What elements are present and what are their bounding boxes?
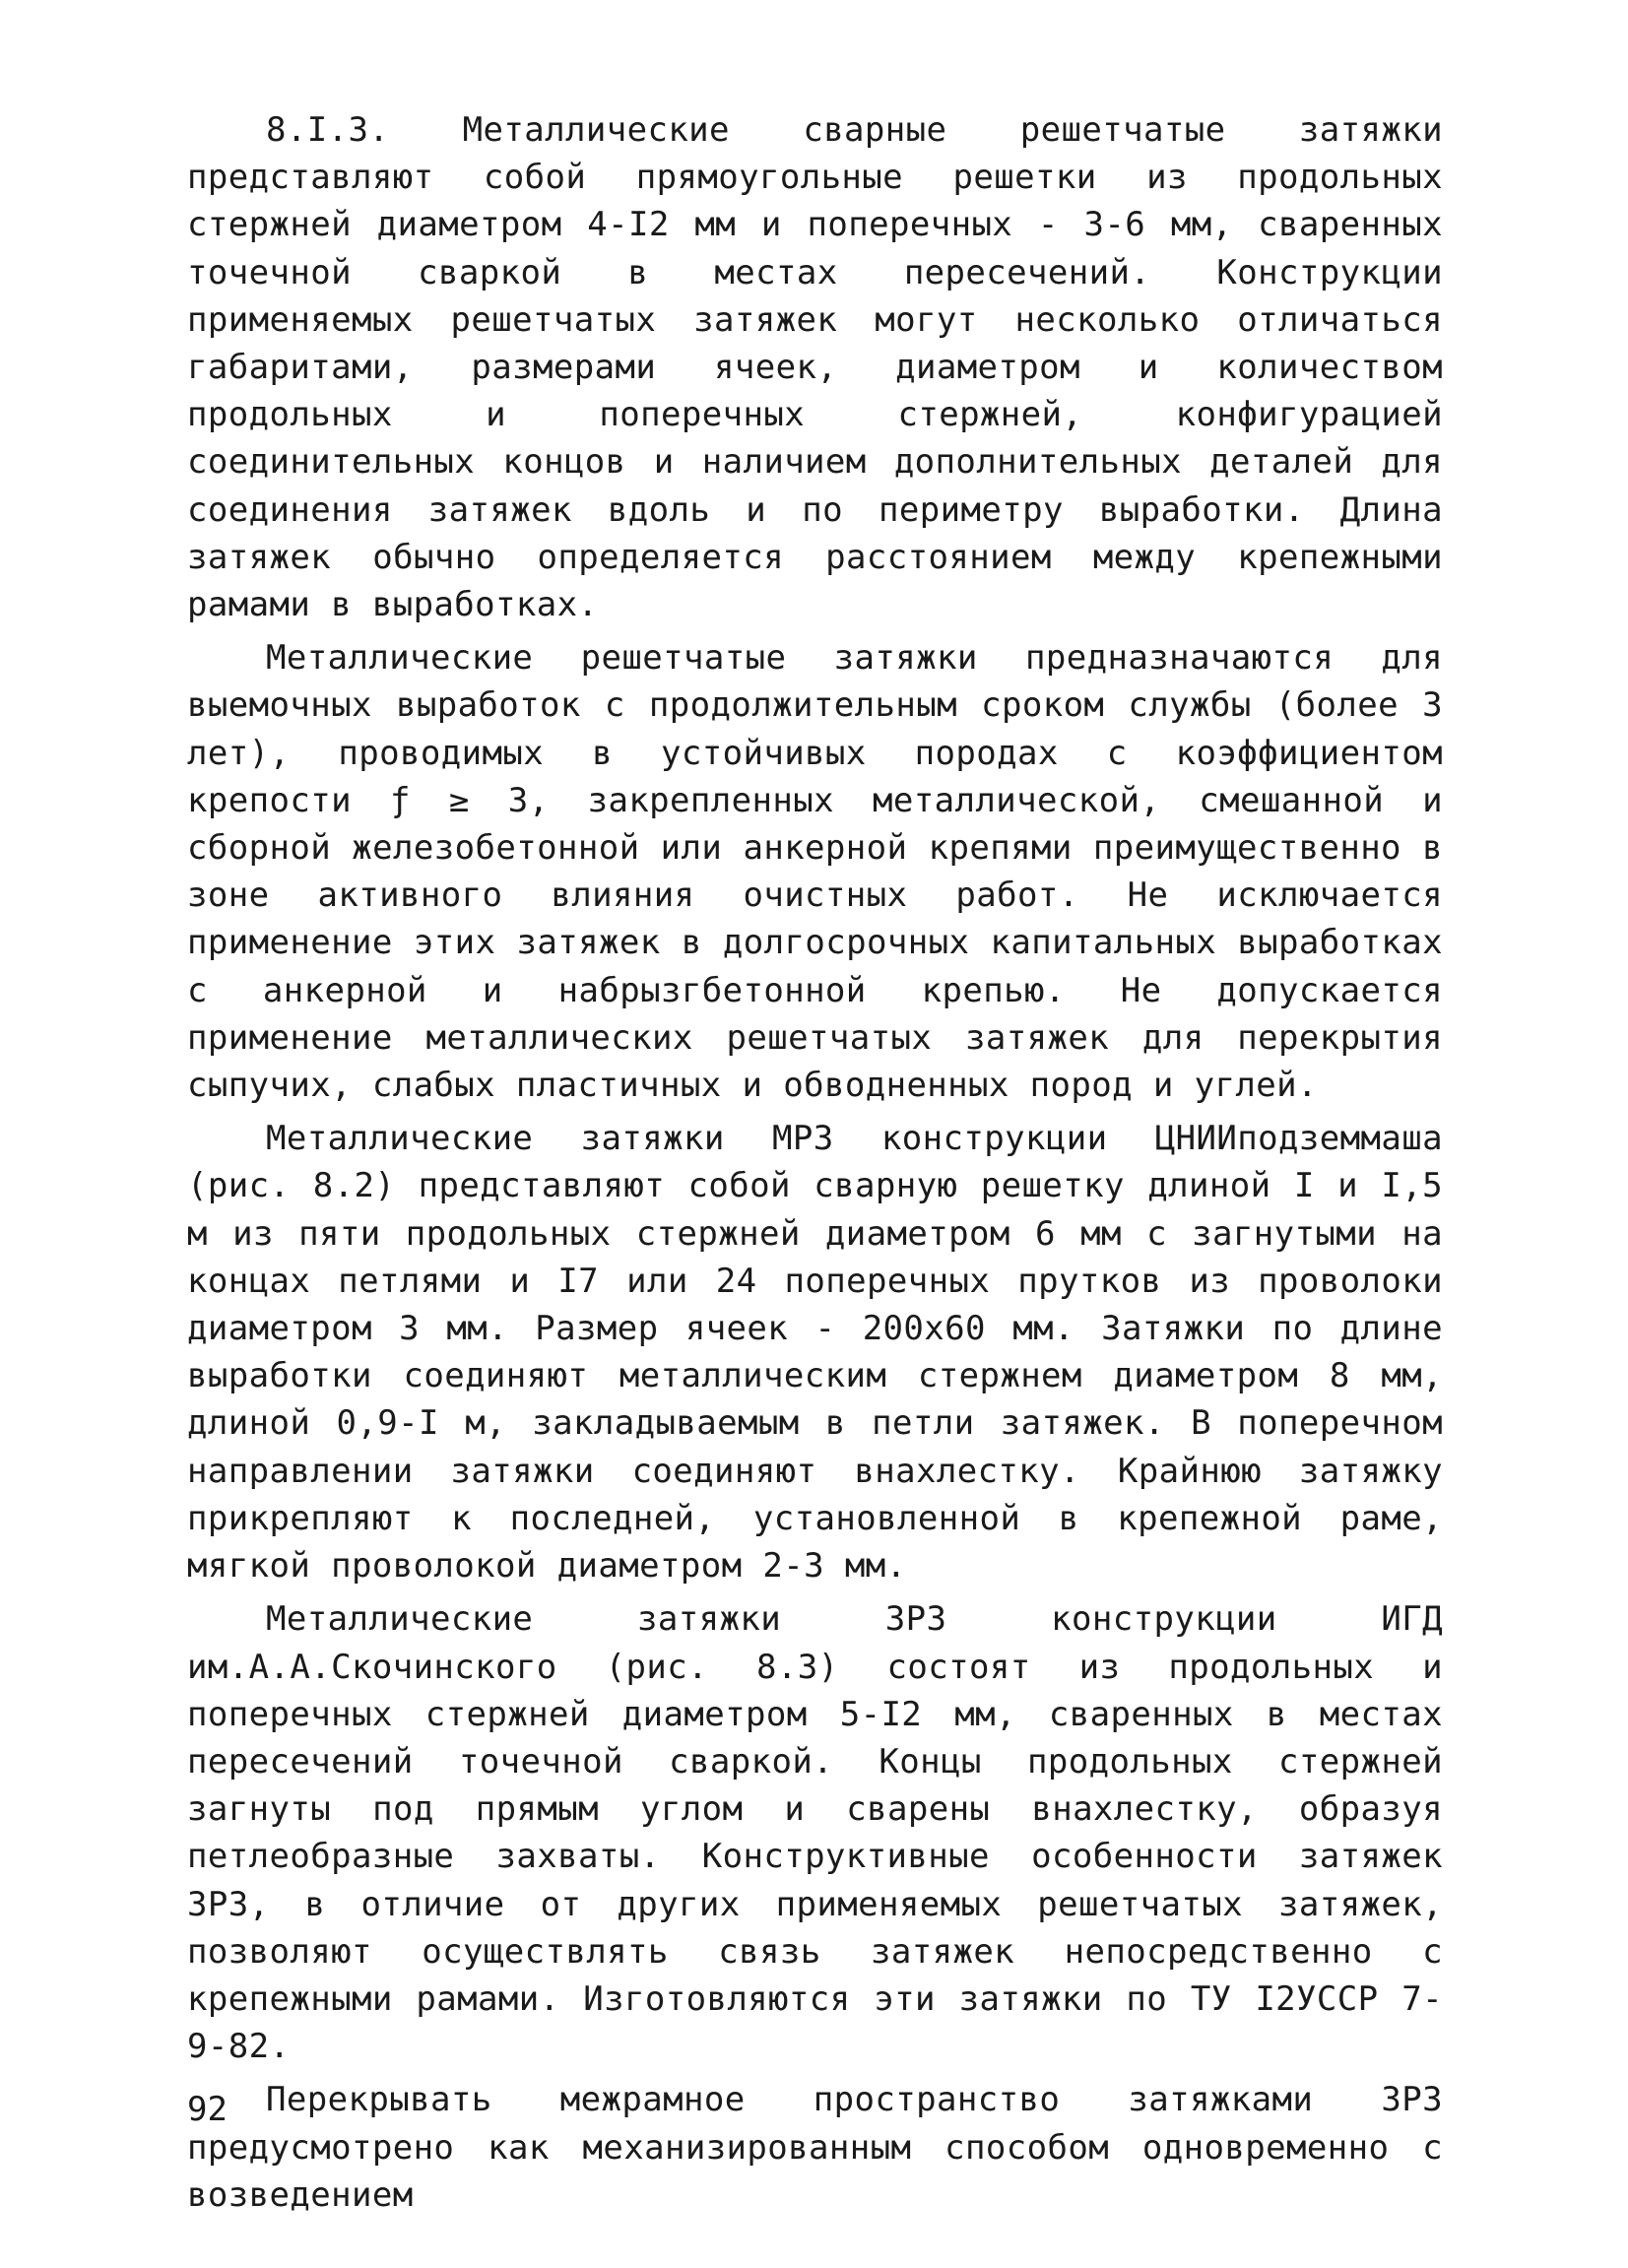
paragraph-zrz-lagging: Металлические затяжки ЗРЗ конструкции ИГД им.А.А.Скочинского (рис. 8.3) состоят из продольных и поперечных стержней диаметром 5-I2 мм, сваренных в местах пересечений точечной сваркой. Концы продольных стержней загнуты под прямым углом и сварены внахлестку, образуя петлеобразные захваты. Конструктивные особенности затяжек ЗРЗ, в отличие от других применяемых решетчатых затяжек, позволяют осуществлять связь затяжек непосредственно с крепежными рамами. Изготовляются эти затяжки по ТУ I2УССР 7-9-82.	[187, 1599, 1443, 2067]
page-number: 92	[187, 2090, 228, 2129]
paragraph-mrz-lagging: Металлические затяжки МРЗ конструкции ЦНИИподземмаша (рис. 8.2) представляют собой сварную решетку длиной I и I,5 м из пяти продольных стержней диаметром 6 мм с загнутыми на концах петлями и I7 или 24 поперечных прутков из проволоки диаметром 3 мм. Размер ячеек - 200х60 мм. Затяжки по длине выработки соединяют металлическим стержнем диаметром 8 мм, длиной 0,9-I м, закладываемым в петли затяжек. В поперечном направлении затяжки соединяют внахлестку. Крайнюю затяжку прикрепляют к последней, установленной в крепежной раме, мягкой проволокой диаметром 2-3 мм.	[187, 1119, 1443, 1587]
paragraph-zrz-installation: Перекрывать межрамное пространство затяжками ЗРЗ предусмотрено как механизированным способом одновременно с возведением	[187, 2080, 1443, 2215]
paragraph-lattice-lagging-purpose: Металлические решетчатые затяжки предназначаются для выемочных выработок с продолжительным сроком службы (более 3 лет), проводимых в устойчивых породах с коэффициентом крепости ƒ ≥ 3, закрепленных металлической, смешанной и сборной железобетонной или анкерной крепями преимущественно в зоне активного влияния очистных работ. Не исключается применение этих затяжек в долгосрочных капитальных выработках с анкерной и набрызгбетонной крепью. Не допускается применение металлических решетчатых затяжек для перекрытия сыпучих, слабых пластичных и обводненных пород и углей.	[187, 638, 1443, 1106]
paragraph-8-1-3-welded-lattice-lagging: 8.I.3. Металлические сварные решетчатые затяжки представляют собой прямоугольные решетки из продольных стержней диаметром 4-I2 мм и поперечных - 3-6 мм, сваренных точечной сваркой в местах пересечений. Конструкции применяемых решетчатых затяжек могут несколько отличаться габаритами, размерами ячеек, диаметром и количеством продольных и поперечных стержней, конфигурацией соединительных концов и наличием дополнительных деталей для соединения затяжек вдоль и по периметру выработки. Длина затяжек обычно определяется расстоянием между крепежными рамами в выработках.	[187, 110, 1443, 625]
document-page	[187, 106, 1443, 2219]
